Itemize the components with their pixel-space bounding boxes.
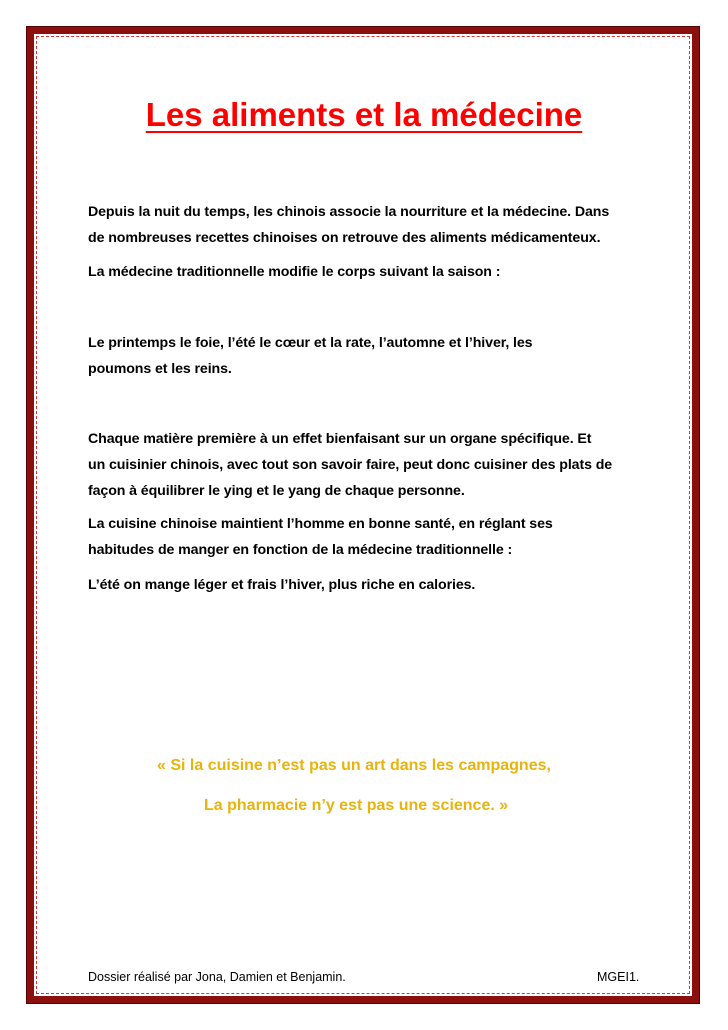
paragraph-intro — [88, 199, 668, 251]
quote-line-2: La pharmacie n’y est pas une science. » — [204, 797, 509, 814]
paragraph-line: façon à équilibrer le ying et le yang de chaque personne. — [88, 483, 465, 499]
paragraph-seasonal-eating — [88, 572, 668, 598]
paragraph-line: de nombreuses recettes chinoises on retrouve des aliments médicamenteux. — [88, 230, 601, 246]
page-title: Les aliments et la médecine — [145, 96, 583, 133]
footer-class-code: MGEI1. — [597, 970, 640, 984]
paragraph-line: habitudes de manger en fonction de la médecine traditionnelle : — [88, 542, 513, 558]
quote-line-1: « Si la cuisine n’est pas un art dans les campagnes, — [157, 757, 551, 774]
paragraph-line: Le printemps le foie, l’été le cœur et la rate, l’automne et l’hiver, les — [88, 335, 533, 351]
paragraph-health — [88, 511, 668, 563]
paragraph-seasons-intro — [88, 259, 668, 285]
paragraph-line: poumons et les reins. — [88, 361, 232, 377]
paragraph-ingredients — [88, 426, 668, 504]
paragraph-line: Chaque matière première à un effet bienfaisant sur un organe spécifique. Et — [88, 431, 592, 447]
paragraph-line: un cuisinier chinois, avec tout son savoir faire, peut donc cuisiner des plats de — [88, 457, 613, 473]
footer-authors: Dossier réalisé par Jona, Damien et Benjamin. — [88, 970, 346, 984]
paragraph-organs — [88, 330, 668, 382]
paragraph-line: Depuis la nuit du temps, les chinois associe la nourriture et la médecine. Dans — [88, 204, 610, 220]
paragraph-line: L’été on mange léger et frais l’hiver, plus riche en calories. — [88, 577, 476, 593]
paragraph-line: La cuisine chinoise maintient l’homme en bonne santé, en réglant ses — [88, 516, 553, 532]
paragraph-line: La médecine traditionnelle modifie le corps suivant la saison : — [88, 264, 501, 280]
